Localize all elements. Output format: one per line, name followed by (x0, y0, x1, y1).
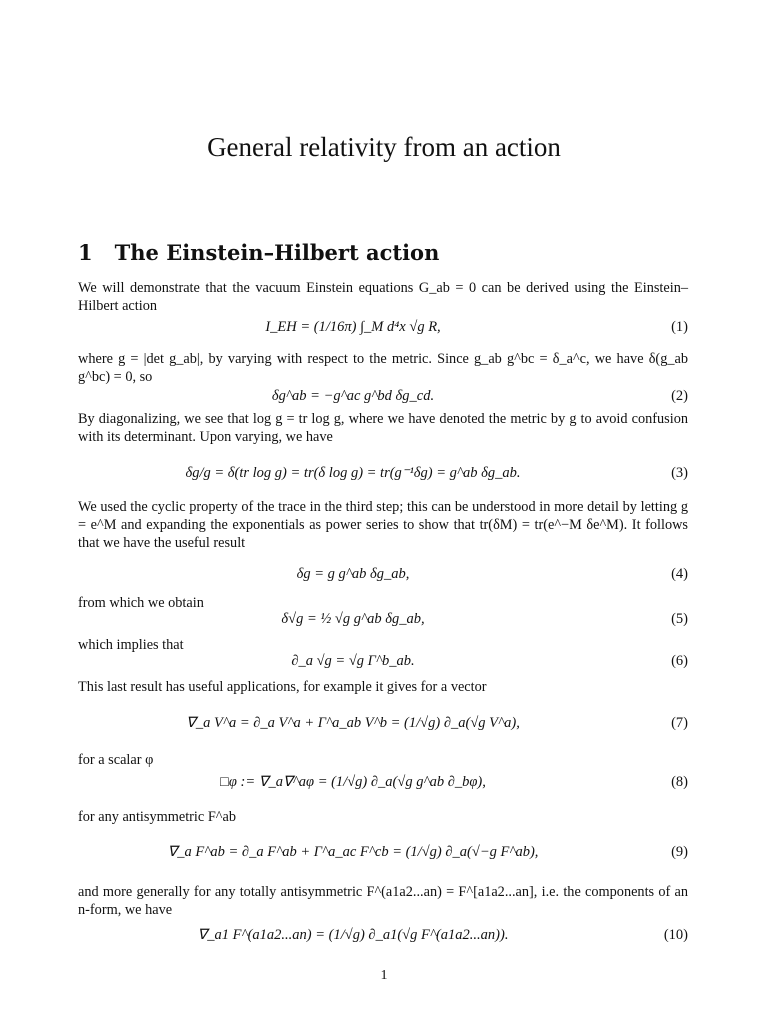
equation-9 (78, 841, 688, 863)
equation-2-number: (2) (671, 388, 688, 404)
equation-5-math: δ√g = ½ √g g^ab δg_ab, (281, 611, 425, 627)
equation-7-number: (7) (671, 715, 688, 731)
section-number: 1 (78, 240, 93, 265)
equation-6 (78, 650, 688, 672)
equation-5-number: (5) (671, 611, 688, 627)
page-title: General relativity from an action (207, 132, 561, 162)
equation-9-number: (9) (671, 844, 688, 860)
equation-9-math: ∇_a F^ab = ∂_a F^ab + Γ^a_ac F^cb = (1/√g) ∂_a(√−g F^ab), (167, 844, 539, 860)
equation-10 (78, 924, 688, 946)
section-heading (78, 240, 439, 265)
equation-10-math: ∇_a1 F^(a1a2...an) = (1/√g) ∂_a1(√g F^(a1a2...an)). (197, 927, 509, 943)
equation-5 (78, 608, 688, 630)
equation-3-number: (3) (671, 465, 688, 481)
equation-10-number: (10) (663, 927, 688, 943)
equation-3 (78, 462, 688, 484)
paragraph-6: which implies that (78, 637, 184, 653)
equation-6-number: (6) (671, 653, 688, 669)
paragraph-2: where g = |det g_ab|, by varying with respect to the metric. Since g_ab g^bc = δ_a^c, we have δ(g_ab g^bc) = 0, so (78, 351, 688, 385)
equation-4-math: δg = g g^ab δg_ab, (296, 566, 410, 582)
paragraph-1: We will demonstrate that the vacuum Einstein equations G_ab = 0 can be derived using the Einstein–Hilbert action (78, 280, 688, 314)
equation-2-math: δg^ab = −g^ac g^bd δg_cd. (271, 388, 435, 404)
equation-1-number: (1) (671, 319, 688, 335)
equation-4 (78, 563, 688, 585)
equation-4-number: (4) (671, 566, 688, 582)
paragraph-3: By diagonalizing, we see that log g = tr log g, where we have denoted the metric by g to avoid confusion with its determinant. Upon varying, we have (78, 411, 688, 445)
equation-1 (78, 316, 688, 338)
equation-8-number: (8) (671, 774, 688, 790)
equation-7 (78, 712, 688, 734)
equation-7-math: ∇_a V^a = ∂_a V^a + Γ^a_ab V^b = (1/√g) ∂_a(√g V^a), (186, 715, 520, 731)
equation-6-math: ∂_a √g = √g Γ^b_ab. (291, 653, 415, 669)
paragraph-8: for a scalar φ (78, 752, 154, 768)
page-number: 1 (380, 968, 388, 983)
equation-3-math: δg/g = δ(tr log g) = tr(δ log g) = tr(g⁻¹δg) = g^ab δg_ab. (185, 465, 521, 481)
paragraph-5: from which we obtain (78, 595, 204, 611)
equation-2 (78, 385, 688, 407)
paragraph-7: This last result has useful applications, for example it gives for a vector (78, 679, 487, 695)
equation-8-math: □φ := ∇_a∇^aφ = (1/√g) ∂_a(√g g^ab ∂_bφ), (220, 774, 486, 790)
paragraph-4: We used the cyclic property of the trace in the third step; this can be understood in more detail by letting g = e^M and expanding the exponentials as power series to show that tr(δM) = tr(e^−M δe^M). It follows that we have the useful result (78, 499, 688, 551)
section-title: The Einstein–Hilbert action (114, 240, 440, 265)
paragraph-9: for any antisymmetric F^ab (78, 809, 236, 825)
equation-1-math: I_EH = (1/16π) ∫_M d⁴x √g R, (265, 319, 441, 335)
paragraph-10: and more generally for any totally antisymmetric F^(a1a2...an) = F^[a1a2...an], i.e. the components of an n-form, we have (78, 884, 688, 918)
equation-8 (78, 771, 688, 793)
